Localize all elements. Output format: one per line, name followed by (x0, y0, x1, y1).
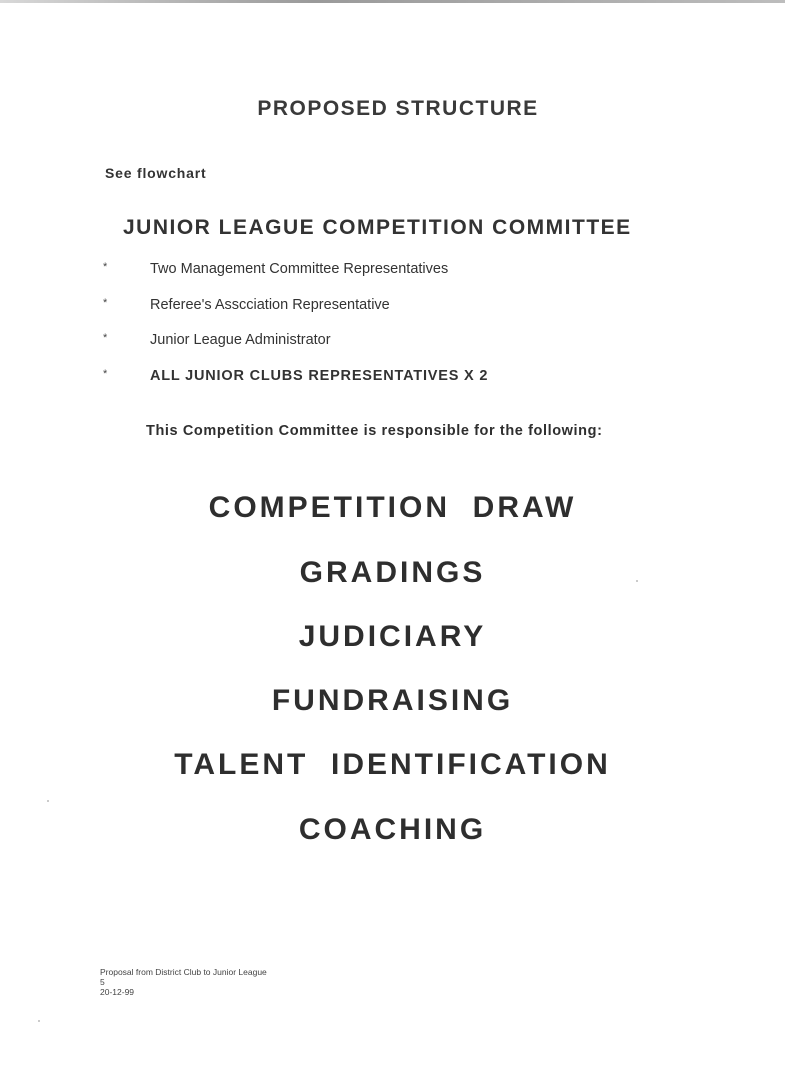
see-flowchart-note: See flowchart (105, 165, 207, 181)
scan-speck (47, 800, 49, 802)
member-text: ALL JUNIOR CLUBS REPRESENTATIVES X 2 (150, 368, 489, 384)
responsibility-item: FUNDRAISING (271, 684, 514, 717)
bullet-icon: * (103, 261, 108, 273)
responsibility-item: COMPETITION DRAW (208, 491, 577, 524)
page-title: PROPOSED STRUCTURE (257, 97, 539, 120)
scan-speck (38, 1020, 40, 1022)
bullet-icon: * (103, 332, 108, 344)
member-text: Referee's Asscciation Representative (150, 297, 390, 313)
footer-date: 20-12-99 (100, 987, 135, 997)
member-text: Two Management Committee Representatives (150, 261, 449, 277)
page-top-edge (0, 0, 785, 3)
member-list-item (103, 297, 663, 317)
scan-speck (636, 580, 638, 582)
responsibility-item: TALENT IDENTIFICATION (174, 748, 611, 781)
footer-source: Proposal from District Club to Junior League (100, 967, 267, 977)
responsibility-item: JUDICIARY (298, 620, 487, 653)
bullet-icon: * (103, 368, 108, 380)
responsibilities-intro: This Competition Committee is responsible for the following: (146, 423, 603, 439)
member-list-item (103, 261, 663, 281)
responsibility-item: COACHING (298, 813, 487, 846)
member-list-item (103, 332, 663, 352)
member-list-item (103, 368, 663, 388)
bullet-icon: * (103, 297, 108, 309)
committee-heading: JUNIOR LEAGUE COMPETITION COMMITTEE (123, 216, 632, 239)
page-footer (100, 967, 267, 997)
footer-page-number: 5 (100, 977, 105, 987)
member-text: Junior League Administrator (150, 332, 331, 348)
responsibility-item: GRADINGS (299, 556, 486, 589)
